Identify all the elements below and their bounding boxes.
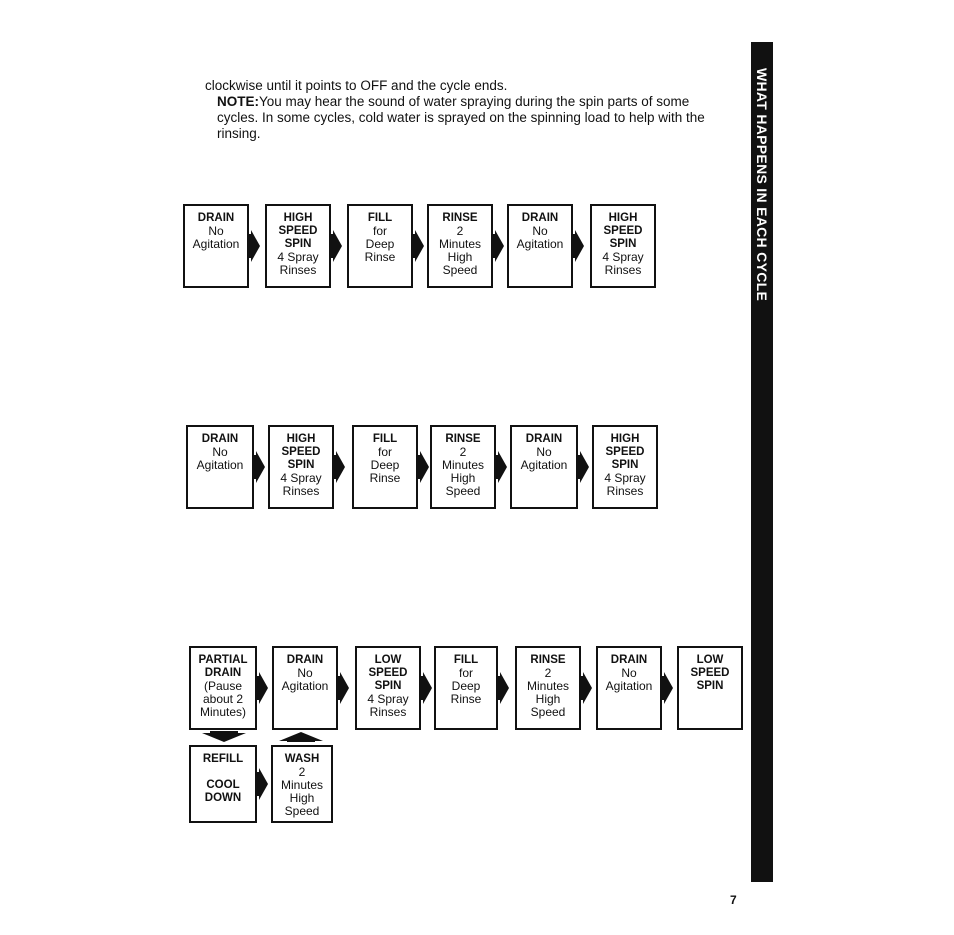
- step-text-line: Deep: [365, 237, 395, 251]
- flow-arrow-icon: [340, 672, 349, 704]
- row2-step-2: [268, 425, 334, 509]
- step-text-line: RINSE: [530, 654, 566, 666]
- step-text-line: High: [447, 250, 473, 264]
- step-text-line: 4 Spray: [367, 692, 409, 706]
- step-text-line: 2: [456, 224, 464, 238]
- step-text-line: Agitation: [192, 237, 240, 251]
- step-text-line: Speed: [445, 484, 481, 498]
- flow-arrow-icon: [336, 451, 345, 483]
- step-text-line: SPEED: [281, 446, 321, 458]
- step-text-line: Deep: [370, 458, 400, 472]
- step-text-line: FILL: [372, 433, 398, 445]
- step-text-line: High: [289, 791, 315, 805]
- step-text-line: DRAIN: [610, 654, 648, 666]
- step-text-line: SPEED: [603, 225, 643, 237]
- flow-arrow-shaft: [412, 234, 416, 258]
- step-text-line: [191, 766, 255, 779]
- step-text-line: SPIN: [287, 459, 315, 471]
- step-text-line: Rinses: [282, 484, 320, 498]
- step-text-line: DRAIN: [204, 667, 242, 679]
- step-text-line: Minutes: [526, 679, 570, 693]
- flow-arrow-shaft: [577, 455, 581, 479]
- flow-arrow-icon: [256, 451, 265, 483]
- row1-step-1: [183, 204, 249, 288]
- step-text-line: No: [208, 224, 224, 238]
- step-text-line: HIGH: [286, 433, 316, 445]
- step-text-line: 2: [544, 666, 552, 680]
- flow-arrow-shaft: [330, 234, 334, 258]
- step-text-line: (Pause: [203, 679, 243, 693]
- flow-arrow-icon: [259, 768, 268, 800]
- step-text-line: 2: [459, 445, 467, 459]
- step-text-line: Rinse: [369, 471, 401, 485]
- flow-arrow-icon: [415, 230, 424, 262]
- flow-arrow-shaft: [661, 676, 665, 700]
- flow-arrow-icon: [498, 451, 507, 483]
- row2-step-1: [186, 425, 254, 509]
- step-text-line: 4 Spray: [602, 250, 644, 264]
- step-text-line: Agitation: [281, 679, 329, 693]
- step-text-line: 2: [298, 765, 306, 779]
- flow-arrow-icon: [664, 672, 673, 704]
- step-text-line: RINSE: [442, 212, 478, 224]
- row1-step-5: [507, 204, 573, 288]
- step-text-line: Minutes): [199, 705, 246, 719]
- step-text-line: SPEED: [690, 667, 730, 679]
- row4-step-2: [271, 745, 333, 823]
- step-text-line: for: [458, 666, 473, 680]
- page-number: 7: [730, 893, 737, 907]
- step-text-line: SPIN: [374, 680, 402, 692]
- flow-arrow-icon: [495, 230, 504, 262]
- step-text-line: Rinses: [279, 263, 317, 277]
- row3-step-5: [515, 646, 581, 730]
- flow-arrow-icon: [580, 451, 589, 483]
- step-text-line: SPIN: [284, 238, 312, 250]
- step-text-line: for: [372, 224, 387, 238]
- flow-arrow-shaft: [572, 234, 576, 258]
- row4-step-1: [189, 745, 257, 823]
- step-text-line: Speed: [284, 804, 320, 818]
- flow-arrow-shaft: [420, 676, 424, 700]
- step-text-line: Agitation: [196, 458, 244, 472]
- flow-arrow-shaft: [495, 455, 499, 479]
- step-text-line: Deep: [451, 679, 481, 693]
- step-text-line: FILL: [453, 654, 479, 666]
- step-text-line: LOW: [374, 654, 402, 666]
- note-label: NOTE:: [217, 94, 259, 109]
- step-text-line: HIGH: [610, 433, 640, 445]
- flow-arrow-shaft: [248, 234, 252, 258]
- row3-step-4: [434, 646, 498, 730]
- row1-step-3: [347, 204, 413, 288]
- step-text-line: DRAIN: [201, 433, 239, 445]
- step-text-line: HIGH: [608, 212, 638, 224]
- flow-arrow-shaft: [417, 455, 421, 479]
- step-text-line: LOW: [696, 654, 724, 666]
- step-text-line: DRAIN: [521, 212, 559, 224]
- intro-text: [205, 78, 730, 142]
- step-text-line: DRAIN: [197, 212, 235, 224]
- flow-arrow-shaft: [492, 234, 496, 258]
- step-text-line: High: [535, 692, 561, 706]
- step-text-line: for: [377, 445, 392, 459]
- flow-arrow-icon: [333, 230, 342, 262]
- step-text-line: REFILL: [202, 753, 244, 765]
- flow-arrow-shaft: [256, 676, 260, 700]
- step-text-line: COOL: [206, 779, 240, 791]
- flow-arrow-shaft: [256, 772, 260, 796]
- step-text-line: RINSE: [445, 433, 481, 445]
- flow-arrow-icon: [259, 672, 268, 704]
- step-text-line: Rinses: [369, 705, 407, 719]
- step-text-line: SPIN: [696, 680, 724, 692]
- row1-step-6: [590, 204, 656, 288]
- step-text-line: No: [536, 445, 552, 459]
- step-text-line: Rinse: [450, 692, 482, 706]
- row3-step-6: [596, 646, 662, 730]
- row1-step-4: [427, 204, 493, 288]
- step-text-line: Rinses: [606, 484, 644, 498]
- step-text-line: SPEED: [605, 446, 645, 458]
- sidebar-title: WHAT HAPPENS IN EACH CYCLE: [754, 68, 770, 302]
- row3-step-1: [189, 646, 257, 730]
- step-text-line: No: [532, 224, 548, 238]
- row1-step-2: [265, 204, 331, 288]
- up-arrow-icon: [279, 731, 323, 743]
- flow-arrow-icon: [420, 451, 429, 483]
- flow-arrow-shaft: [253, 455, 257, 479]
- step-text-line: DRAIN: [286, 654, 324, 666]
- row2-step-5: [510, 425, 578, 509]
- row2-step-3: [352, 425, 418, 509]
- row2-step-4: [430, 425, 496, 509]
- step-text-line: No: [621, 666, 637, 680]
- flow-arrow-shaft: [580, 676, 584, 700]
- step-text-line: DOWN: [204, 792, 242, 804]
- step-text-line: WASH: [284, 753, 320, 765]
- intro-line: clockwise until it points to OFF and the cycle ends.: [205, 78, 508, 93]
- step-text-line: No: [297, 666, 313, 680]
- step-text-line: 4 Spray: [604, 471, 646, 485]
- step-text-line: Minutes: [438, 237, 482, 251]
- flow-arrow-icon: [583, 672, 592, 704]
- row3-step-3: [355, 646, 421, 730]
- step-text-line: High: [450, 471, 476, 485]
- step-text-line: SPIN: [609, 238, 637, 250]
- note-paragraph: [205, 94, 730, 142]
- step-text-line: SPEED: [368, 667, 408, 679]
- step-text-line: PARTIAL: [198, 654, 248, 666]
- step-text-line: about 2: [202, 692, 244, 706]
- row3-step-7: [677, 646, 743, 730]
- note-text: You may hear the sound of water spraying during the spin parts of some cycles. In some cycles, cold water is sprayed on the spinning load to help with the rinsing.: [217, 94, 705, 141]
- step-text-line: Minutes: [441, 458, 485, 472]
- step-text-line: SPIN: [611, 459, 639, 471]
- step-text-line: Agitation: [520, 458, 568, 472]
- flow-arrow-icon: [500, 672, 509, 704]
- flow-arrow-shaft: [333, 455, 337, 479]
- step-text-line: SPEED: [278, 225, 318, 237]
- flow-arrow-shaft: [337, 676, 341, 700]
- row2-step-6: [592, 425, 658, 509]
- flow-arrow-icon: [251, 230, 260, 262]
- step-text-line: Rinses: [604, 263, 642, 277]
- step-text-line: Agitation: [516, 237, 564, 251]
- step-text-line: HIGH: [283, 212, 313, 224]
- flow-arrow-shaft: [497, 676, 501, 700]
- flow-arrow-icon: [575, 230, 584, 262]
- step-text-line: DRAIN: [525, 433, 563, 445]
- step-text-line: No: [212, 445, 228, 459]
- step-text-line: Rinse: [364, 250, 396, 264]
- step-text-line: 4 Spray: [280, 471, 322, 485]
- flow-arrow-icon: [423, 672, 432, 704]
- step-text-line: Agitation: [605, 679, 653, 693]
- step-text-line: Minutes: [280, 778, 324, 792]
- step-text-line: FILL: [367, 212, 393, 224]
- down-arrow-icon: [202, 731, 246, 743]
- step-text-line: Speed: [530, 705, 566, 719]
- step-text-line: Speed: [442, 263, 478, 277]
- row3-step-2: [272, 646, 338, 730]
- step-text-line: 4 Spray: [277, 250, 319, 264]
